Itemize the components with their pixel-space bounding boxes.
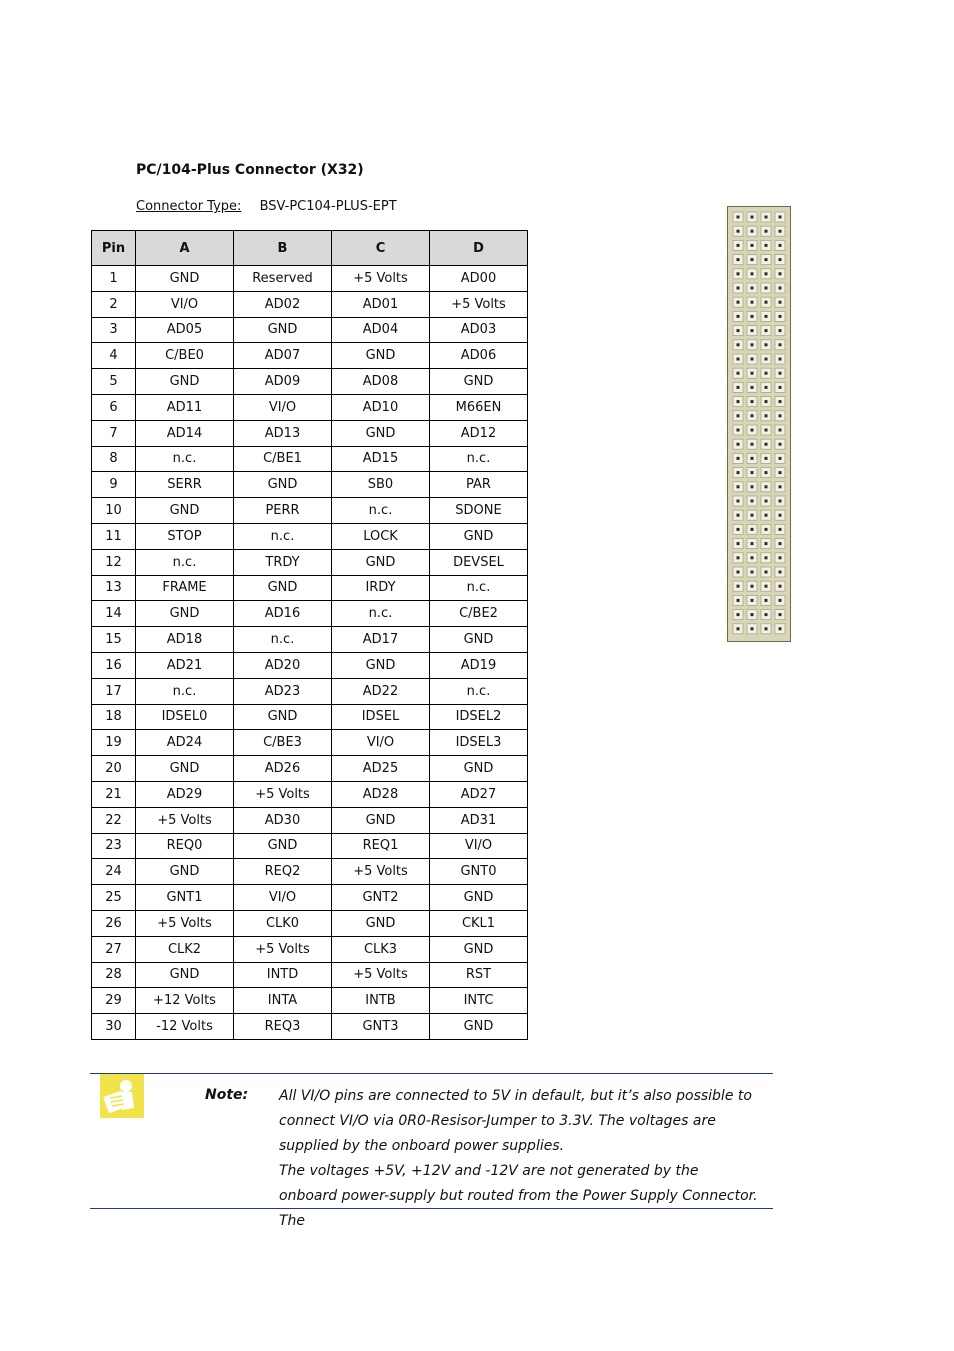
note-paragraph-1: All VI/O pins are connected to 5V in default, but it’s also possible to connect VI/O via 0R0-Resisor-Jumper to 3.3V. The voltages are supplied by the onboard power supplies. xyxy=(279,1088,752,1154)
pin-number-cell: 3 xyxy=(92,317,136,343)
signal-cell: GND xyxy=(136,369,234,395)
table-row xyxy=(92,523,528,549)
table-row xyxy=(92,807,528,833)
table-row xyxy=(92,369,528,395)
signal-cell: n.c. xyxy=(332,601,430,627)
connector-type-line xyxy=(136,199,397,214)
signal-cell: n.c. xyxy=(136,549,234,575)
signal-cell: REQ0 xyxy=(136,833,234,859)
pin-number-cell: 21 xyxy=(92,781,136,807)
signal-cell: AD01 xyxy=(332,291,430,317)
signal-cell: AD00 xyxy=(430,266,528,292)
signal-cell: AD30 xyxy=(234,807,332,833)
signal-cell: GND xyxy=(136,266,234,292)
signal-cell: GND xyxy=(430,523,528,549)
table-row xyxy=(92,730,528,756)
signal-cell: AD18 xyxy=(136,627,234,653)
signal-cell: GND xyxy=(332,652,430,678)
signal-cell: VI/O xyxy=(234,394,332,420)
header-pin: Pin xyxy=(92,231,136,266)
table-row xyxy=(92,652,528,678)
note-paragraph-2: The voltages +5V, +12V and -12V are not generated by the onboard power-supply but routed from the Power Supply Connector. The xyxy=(279,1163,758,1229)
signal-cell: GND xyxy=(332,549,430,575)
signal-cell: GND xyxy=(234,575,332,601)
signal-cell: AD25 xyxy=(332,756,430,782)
signal-cell: n.c. xyxy=(430,446,528,472)
signal-cell: CLK2 xyxy=(136,936,234,962)
signal-cell: GNT1 xyxy=(136,885,234,911)
signal-cell: Reserved xyxy=(234,266,332,292)
table-row xyxy=(92,394,528,420)
signal-cell: AD05 xyxy=(136,317,234,343)
signal-cell: n.c. xyxy=(136,678,234,704)
pin-number-cell: 25 xyxy=(92,885,136,911)
signal-cell: AD23 xyxy=(234,678,332,704)
table-row xyxy=(92,601,528,627)
signal-cell: GND xyxy=(430,936,528,962)
signal-cell: REQ2 xyxy=(234,859,332,885)
signal-cell: GND xyxy=(234,704,332,730)
connector-type-label: Connector Type: xyxy=(136,199,242,214)
signal-cell: GND xyxy=(430,1014,528,1040)
signal-cell: +5 Volts xyxy=(136,807,234,833)
table-row xyxy=(92,343,528,369)
signal-cell: GND xyxy=(430,627,528,653)
signal-cell: GND xyxy=(234,472,332,498)
signal-cell: INTB xyxy=(332,988,430,1014)
signal-cell: RST xyxy=(430,962,528,988)
signal-cell: +5 Volts xyxy=(332,859,430,885)
signal-cell: AD13 xyxy=(234,420,332,446)
pin-table xyxy=(91,230,528,1040)
pin-number-cell: 20 xyxy=(92,756,136,782)
signal-cell: GNT0 xyxy=(430,859,528,885)
signal-cell: IRDY xyxy=(332,575,430,601)
signal-cell: SB0 xyxy=(332,472,430,498)
signal-cell: AD12 xyxy=(430,420,528,446)
section-heading: PC/104-Plus Connector (X32) xyxy=(136,162,364,178)
signal-cell: GND xyxy=(234,833,332,859)
signal-cell: AD09 xyxy=(234,369,332,395)
table-row xyxy=(92,833,528,859)
signal-cell: AD28 xyxy=(332,781,430,807)
table-row xyxy=(92,885,528,911)
pin-number-cell: 12 xyxy=(92,549,136,575)
table-row xyxy=(92,988,528,1014)
table-row xyxy=(92,420,528,446)
pin-number-cell: 5 xyxy=(92,369,136,395)
table-row xyxy=(92,781,528,807)
signal-cell: AD04 xyxy=(332,317,430,343)
signal-cell: GND xyxy=(136,756,234,782)
signal-cell: AD07 xyxy=(234,343,332,369)
table-row xyxy=(92,472,528,498)
table-row xyxy=(92,859,528,885)
pin-table-header xyxy=(92,231,528,266)
pin-number-cell: 18 xyxy=(92,704,136,730)
signal-cell: AD14 xyxy=(136,420,234,446)
table-row xyxy=(92,498,528,524)
signal-cell: IDSEL2 xyxy=(430,704,528,730)
signal-cell: GND xyxy=(332,343,430,369)
signal-cell: GND xyxy=(136,859,234,885)
pin-number-cell: 26 xyxy=(92,910,136,936)
pin-number-cell: 24 xyxy=(92,859,136,885)
connector-type-value: BSV-PC104-PLUS-EPT xyxy=(259,199,397,214)
table-row xyxy=(92,291,528,317)
signal-cell: +5 Volts xyxy=(136,910,234,936)
header-d: D xyxy=(430,231,528,266)
pin-number-cell: 19 xyxy=(92,730,136,756)
table-row xyxy=(92,962,528,988)
signal-cell: AD17 xyxy=(332,627,430,653)
signal-cell: GND xyxy=(234,317,332,343)
signal-cell: AD24 xyxy=(136,730,234,756)
signal-cell: n.c. xyxy=(430,575,528,601)
signal-cell: C/BE1 xyxy=(234,446,332,472)
header-b: B xyxy=(234,231,332,266)
note-text xyxy=(279,1084,759,1234)
signal-cell: +5 Volts xyxy=(332,266,430,292)
signal-cell: AD03 xyxy=(430,317,528,343)
pin-number-cell: 30 xyxy=(92,1014,136,1040)
pin-number-cell: 27 xyxy=(92,936,136,962)
pin-number-cell: 28 xyxy=(92,962,136,988)
signal-cell: AD27 xyxy=(430,781,528,807)
signal-cell: GND xyxy=(136,962,234,988)
signal-cell: LOCK xyxy=(332,523,430,549)
signal-cell: GND xyxy=(430,756,528,782)
signal-cell: INTC xyxy=(430,988,528,1014)
signal-cell: AD26 xyxy=(234,756,332,782)
table-row xyxy=(92,756,528,782)
table-row xyxy=(92,446,528,472)
signal-cell: SDONE xyxy=(430,498,528,524)
signal-cell: CKL1 xyxy=(430,910,528,936)
signal-cell: AD11 xyxy=(136,394,234,420)
pin-number-cell: 4 xyxy=(92,343,136,369)
signal-cell: AD21 xyxy=(136,652,234,678)
note-top-rule xyxy=(90,1073,773,1074)
signal-cell: VI/O xyxy=(234,885,332,911)
table-row xyxy=(92,936,528,962)
table-row xyxy=(92,1014,528,1040)
note-label: Note: xyxy=(205,1087,249,1103)
signal-cell: DEVSEL xyxy=(430,549,528,575)
signal-cell: VI/O xyxy=(136,291,234,317)
signal-cell: GNT3 xyxy=(332,1014,430,1040)
signal-cell: GNT2 xyxy=(332,885,430,911)
pin-number-cell: 11 xyxy=(92,523,136,549)
pin-number-cell: 1 xyxy=(92,266,136,292)
signal-cell: n.c. xyxy=(136,446,234,472)
note-hand-icon xyxy=(100,1074,144,1118)
signal-cell: C/BE2 xyxy=(430,601,528,627)
signal-cell: TRDY xyxy=(234,549,332,575)
signal-cell: GND xyxy=(430,369,528,395)
table-row xyxy=(92,317,528,343)
signal-cell: M66EN xyxy=(430,394,528,420)
signal-cell: -12 Volts xyxy=(136,1014,234,1040)
signal-cell: +5 Volts xyxy=(332,962,430,988)
signal-cell: REQ3 xyxy=(234,1014,332,1040)
signal-cell: VI/O xyxy=(332,730,430,756)
signal-cell: n.c. xyxy=(234,523,332,549)
signal-cell: AD16 xyxy=(234,601,332,627)
signal-cell: AD02 xyxy=(234,291,332,317)
table-row xyxy=(92,627,528,653)
pin-number-cell: 22 xyxy=(92,807,136,833)
signal-cell: AD22 xyxy=(332,678,430,704)
pin-number-cell: 17 xyxy=(92,678,136,704)
signal-cell: INTA xyxy=(234,988,332,1014)
table-row xyxy=(92,704,528,730)
signal-cell: GND xyxy=(136,498,234,524)
signal-cell: PAR xyxy=(430,472,528,498)
pin-number-cell: 9 xyxy=(92,472,136,498)
signal-cell: AD31 xyxy=(430,807,528,833)
signal-cell: C/BE0 xyxy=(136,343,234,369)
signal-cell: STOP xyxy=(136,523,234,549)
signal-cell: INTD xyxy=(234,962,332,988)
table-row xyxy=(92,549,528,575)
pin-number-cell: 10 xyxy=(92,498,136,524)
signal-cell: CLK0 xyxy=(234,910,332,936)
pin-number-cell: 8 xyxy=(92,446,136,472)
signal-cell: REQ1 xyxy=(332,833,430,859)
signal-cell: n.c. xyxy=(332,498,430,524)
table-row xyxy=(92,910,528,936)
signal-cell: GND xyxy=(430,885,528,911)
signal-cell: +5 Volts xyxy=(234,936,332,962)
signal-cell: GND xyxy=(332,910,430,936)
signal-cell: AD06 xyxy=(430,343,528,369)
pin-number-cell: 2 xyxy=(92,291,136,317)
signal-cell: SERR xyxy=(136,472,234,498)
signal-cell: GND xyxy=(332,420,430,446)
signal-cell: AD19 xyxy=(430,652,528,678)
table-row xyxy=(92,678,528,704)
note-bottom-rule xyxy=(90,1208,773,1209)
pin-number-cell: 15 xyxy=(92,627,136,653)
signal-cell: n.c. xyxy=(430,678,528,704)
signal-cell: AD20 xyxy=(234,652,332,678)
pin-number-cell: 13 xyxy=(92,575,136,601)
signal-cell: AD15 xyxy=(332,446,430,472)
pin-number-cell: 29 xyxy=(92,988,136,1014)
table-row xyxy=(92,575,528,601)
table-row xyxy=(92,266,528,292)
signal-cell: C/BE3 xyxy=(234,730,332,756)
signal-cell: VI/O xyxy=(430,833,528,859)
pin-number-cell: 14 xyxy=(92,601,136,627)
signal-cell: PERR xyxy=(234,498,332,524)
header-a: A xyxy=(136,231,234,266)
signal-cell: +5 Volts xyxy=(430,291,528,317)
pin-number-cell: 23 xyxy=(92,833,136,859)
signal-cell: AD10 xyxy=(332,394,430,420)
signal-cell: IDSEL3 xyxy=(430,730,528,756)
signal-cell: n.c. xyxy=(234,627,332,653)
header-c: C xyxy=(332,231,430,266)
pin-number-cell: 16 xyxy=(92,652,136,678)
connector-photo xyxy=(727,206,791,642)
signal-cell: AD29 xyxy=(136,781,234,807)
signal-cell: CLK3 xyxy=(332,936,430,962)
signal-cell: FRAME xyxy=(136,575,234,601)
signal-cell: IDSEL xyxy=(332,704,430,730)
signal-cell: GND xyxy=(136,601,234,627)
pin-number-cell: 6 xyxy=(92,394,136,420)
signal-cell: AD08 xyxy=(332,369,430,395)
signal-cell: GND xyxy=(332,807,430,833)
signal-cell: IDSEL0 xyxy=(136,704,234,730)
signal-cell: +5 Volts xyxy=(234,781,332,807)
signal-cell: +12 Volts xyxy=(136,988,234,1014)
pin-number-cell: 7 xyxy=(92,420,136,446)
